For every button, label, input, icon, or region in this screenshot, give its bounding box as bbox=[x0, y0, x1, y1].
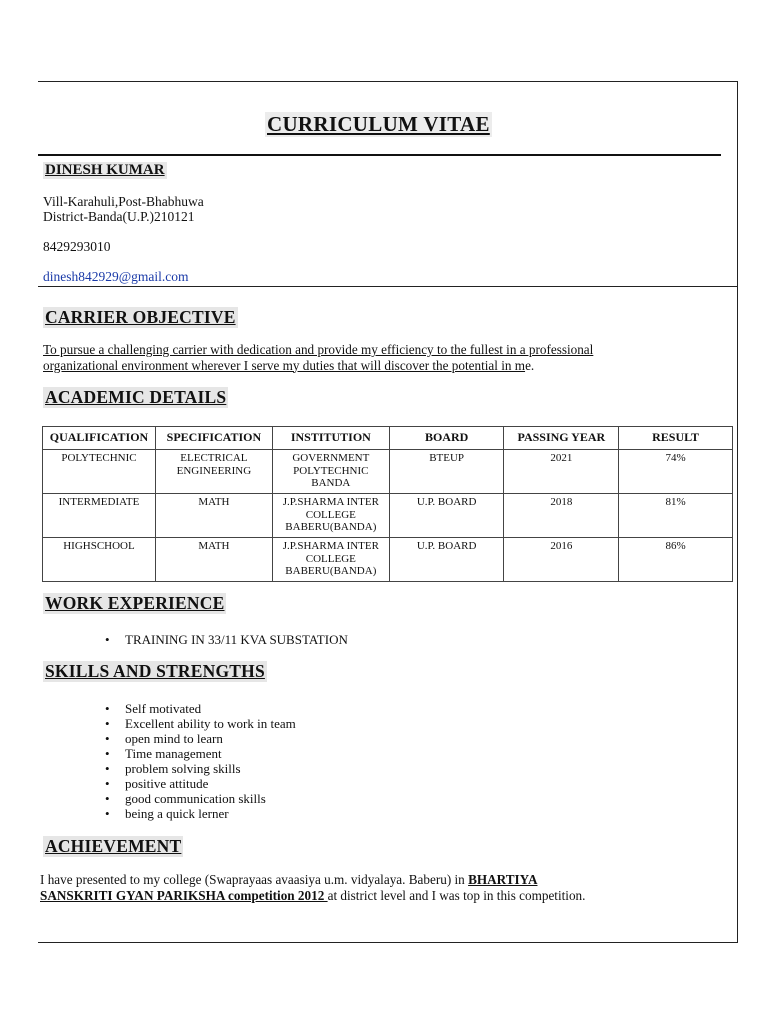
phone-number: 8429293010 bbox=[43, 239, 111, 254]
table-cell: 74% bbox=[619, 450, 733, 494]
achievement-heading: ACHIEVEMENT bbox=[45, 836, 182, 856]
achievement-intro: I have presented to my college (Swaprayaas avaasiya u.m. vidyalaya. Baberu) in bbox=[40, 872, 469, 887]
document-title: CURRICULUM VITAE bbox=[267, 112, 490, 136]
table-cell: HIGHSCHOOL bbox=[43, 538, 156, 582]
achievement-highlight-2: SANSKRITI GYAN PARIKSHA competition 2012 bbox=[40, 888, 328, 903]
academic-heading: ACADEMIC DETAILS bbox=[45, 387, 227, 407]
column-header: RESULT bbox=[619, 427, 733, 450]
table-cell: POLYTECHNIC bbox=[43, 450, 156, 494]
list-item: • Time management bbox=[105, 746, 296, 761]
column-header: SPECIFICATION bbox=[155, 427, 272, 450]
list-item: • open mind to learn bbox=[105, 731, 296, 746]
address-line-2: District-Banda(U.P.)210121 bbox=[43, 209, 195, 224]
candidate-name: DINESH KUMAR bbox=[45, 162, 165, 178]
table-cell: BTEUP bbox=[389, 450, 504, 494]
address-line-1: Vill-Karahuli,Post-Bhabhuwa bbox=[43, 194, 204, 209]
header-divider bbox=[38, 154, 721, 156]
table-cell: 86% bbox=[619, 538, 733, 582]
table-cell: U.P. BOARD bbox=[389, 494, 504, 538]
table-row bbox=[43, 538, 733, 582]
objective-line-1: To pursue a challenging carrier with dedication and provide my efficiency to the fullest in a professional bbox=[43, 342, 594, 357]
table-row bbox=[43, 494, 733, 538]
contact-divider bbox=[38, 286, 737, 287]
list-item: • good communication skills bbox=[105, 791, 296, 806]
table-cell: GOVERNMENT POLYTECHNIC BANDA bbox=[272, 450, 389, 494]
table-cell: J.P.SHARMA INTER COLLEGE BABERU(BANDA) bbox=[272, 538, 389, 582]
list-item: • being a quick lerner bbox=[105, 806, 296, 821]
table-header-row bbox=[43, 427, 733, 450]
work-heading: WORK EXPERIENCE bbox=[45, 593, 225, 613]
table-cell: ELECTRICAL ENGINEERING bbox=[155, 450, 272, 494]
table-cell: 2021 bbox=[504, 450, 619, 494]
list-item: • Excellent ability to work in team bbox=[105, 716, 296, 731]
table-row bbox=[43, 450, 733, 494]
table-cell: 2018 bbox=[504, 494, 619, 538]
objective-heading: CARRIER OBJECTIVE bbox=[45, 307, 236, 327]
skills-list bbox=[105, 701, 296, 821]
work-list bbox=[105, 632, 348, 647]
column-header: INSTITUTION bbox=[272, 427, 389, 450]
skills-heading: SKILLS AND STRENGTHS bbox=[45, 661, 265, 681]
table-cell: INTERMEDIATE bbox=[43, 494, 156, 538]
column-header: QUALIFICATION bbox=[43, 427, 156, 450]
objective-text bbox=[43, 342, 643, 373]
table-cell: 2016 bbox=[504, 538, 619, 582]
list-item: • problem solving skills bbox=[105, 761, 296, 776]
academic-table bbox=[42, 426, 733, 582]
column-header: PASSING YEAR bbox=[504, 427, 619, 450]
table-cell: MATH bbox=[155, 494, 272, 538]
objective-line-2: organizational environment wherever I serve my duties that will discover the potential in m bbox=[43, 357, 526, 373]
table-cell: U.P. BOARD bbox=[389, 538, 504, 582]
achievement-outro: at district level and I was top in this competition. bbox=[327, 888, 586, 903]
list-item: • positive attitude bbox=[105, 776, 296, 791]
achievement-text bbox=[40, 872, 640, 904]
list-item: • Self motivated bbox=[105, 701, 296, 716]
table-cell: 81% bbox=[619, 494, 733, 538]
column-header: BOARD bbox=[389, 427, 504, 450]
achievement-highlight-1: BHARTIYA bbox=[468, 872, 538, 887]
table-cell: MATH bbox=[155, 538, 272, 582]
objective-line-2-end: e. bbox=[525, 357, 535, 373]
email-link[interactable]: dinesh842929@gmail.com bbox=[43, 269, 189, 284]
table-cell: J.P.SHARMA INTER COLLEGE BABERU(BANDA) bbox=[272, 494, 389, 538]
list-item: • TRAINING IN 33/11 KVA SUBSTATION bbox=[105, 632, 348, 647]
